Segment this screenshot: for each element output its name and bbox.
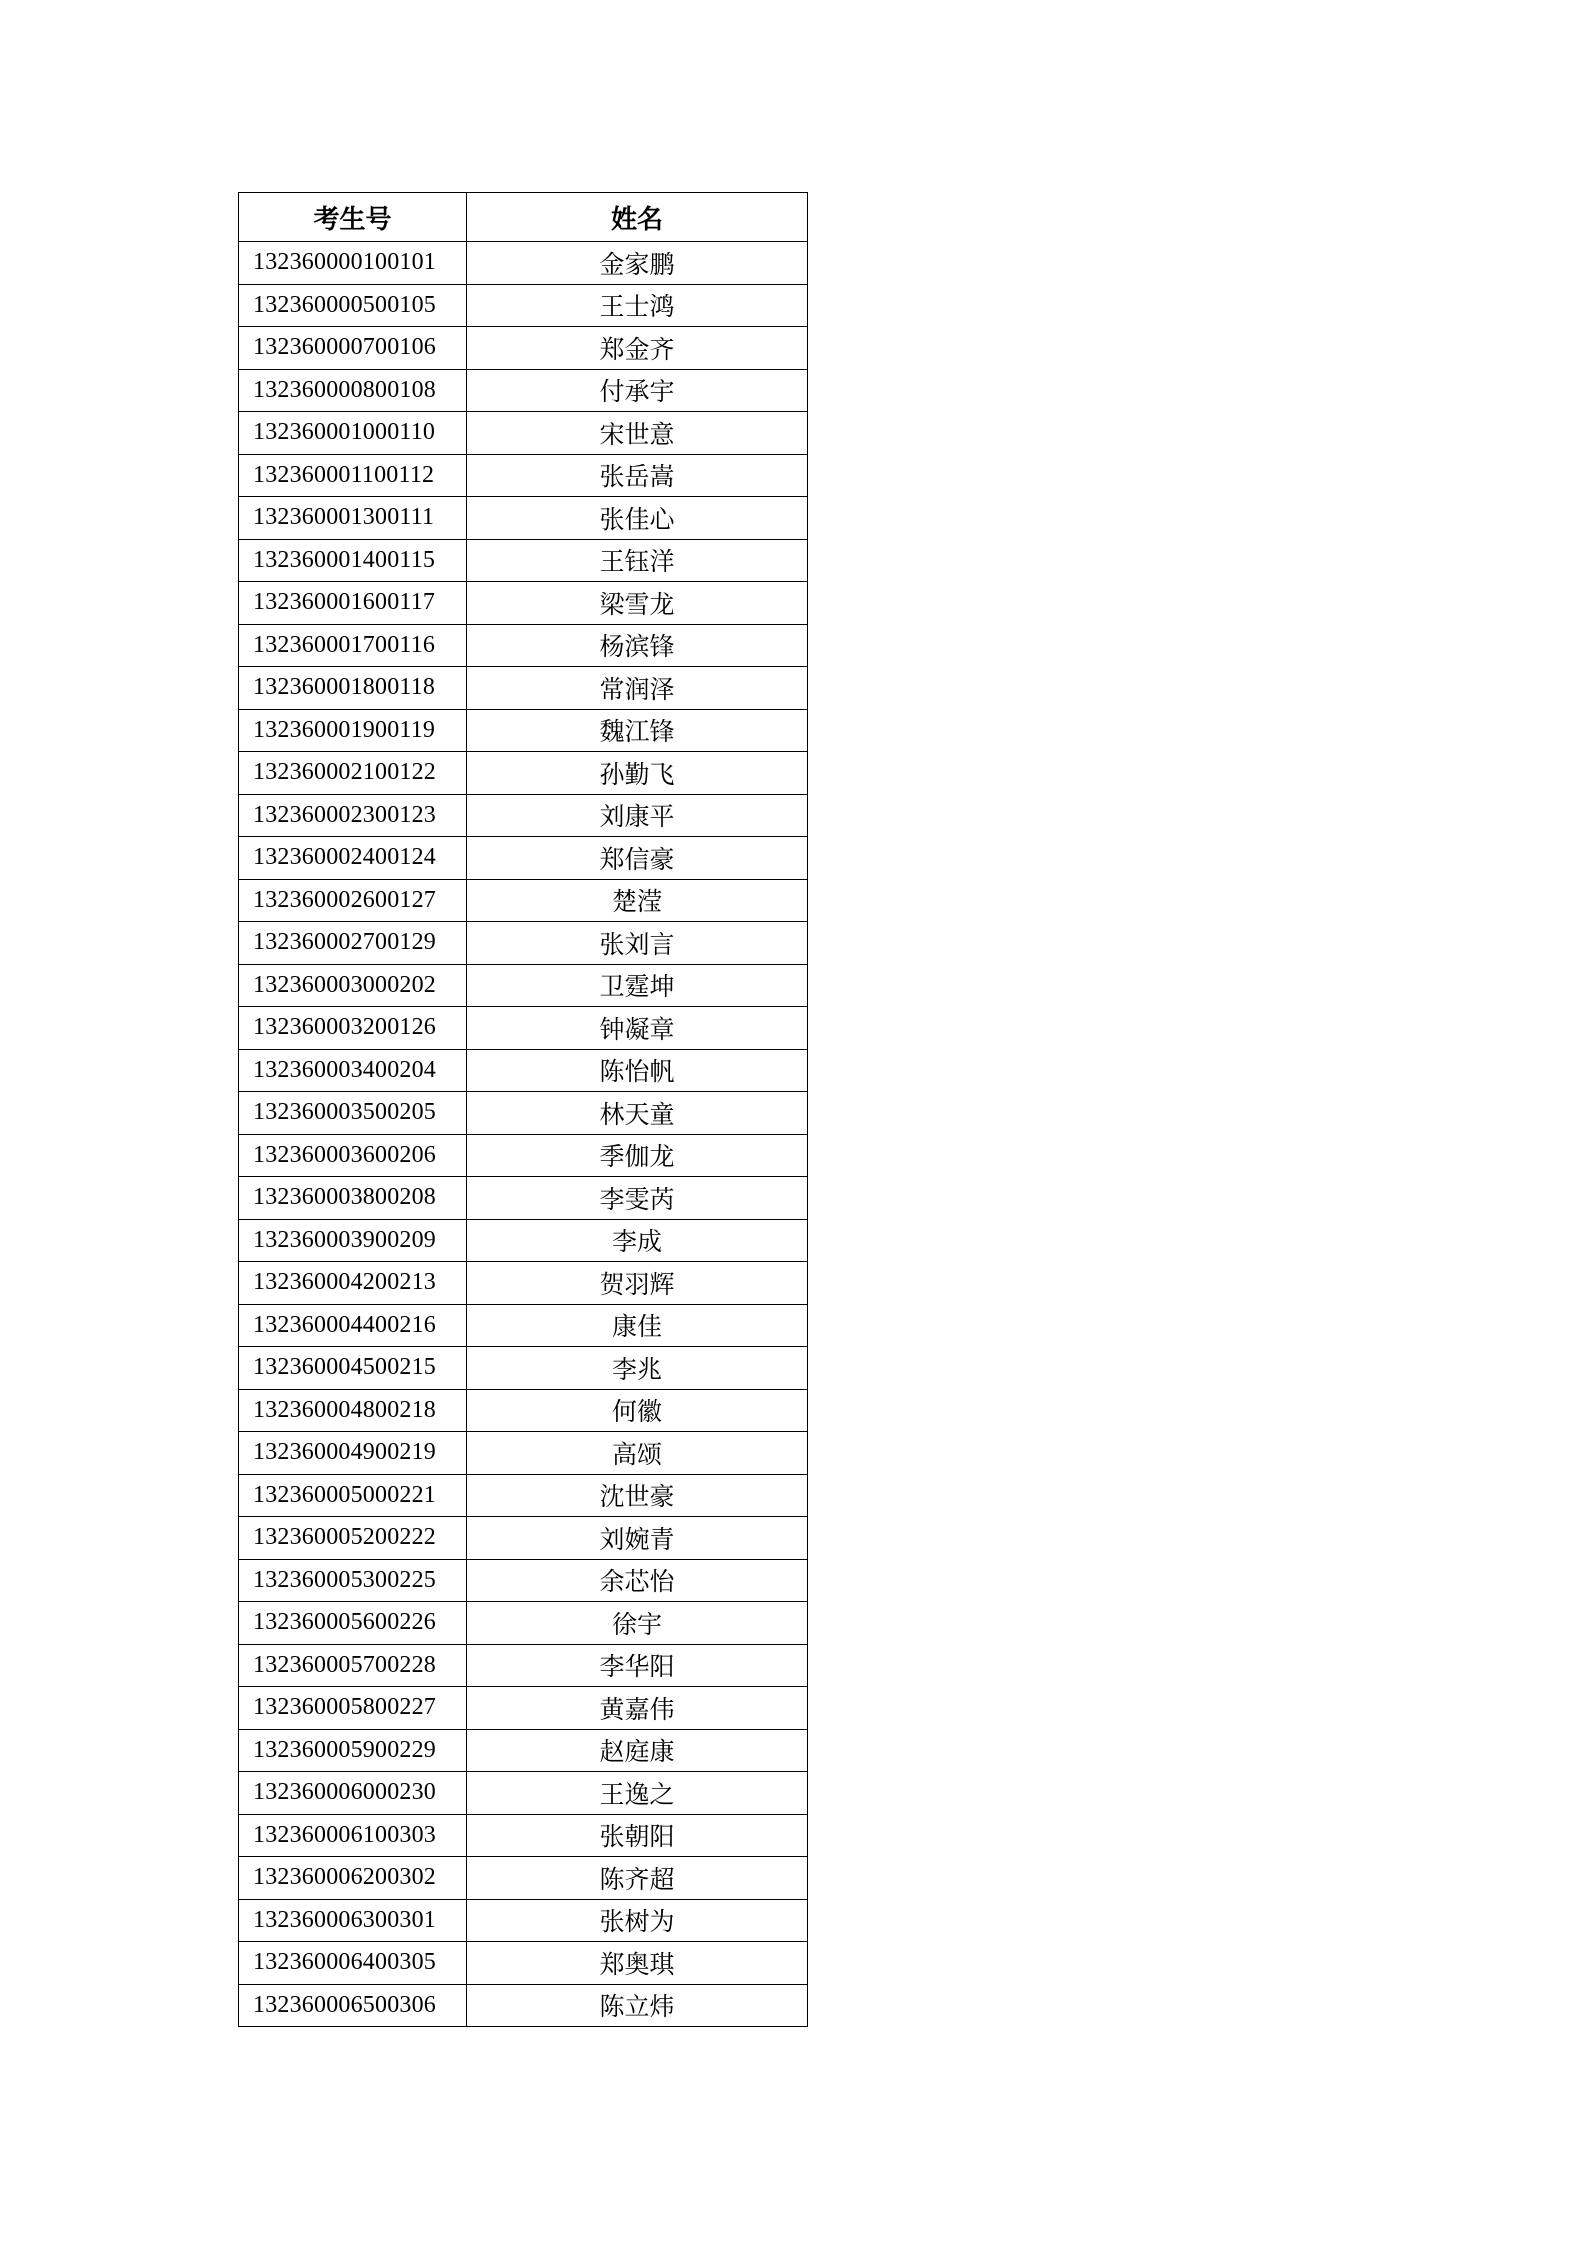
- table-row: [239, 1857, 808, 1900]
- candidate-name-cell: 金家鹏: [467, 242, 808, 285]
- candidate-number-cell: 132360003400204: [239, 1049, 467, 1092]
- table-row: [239, 709, 808, 752]
- candidate-name-cell: 王士鸿: [467, 284, 808, 327]
- candidate-name-cell: 黄嘉伟: [467, 1687, 808, 1730]
- candidate-number-cell: 132360003500205: [239, 1092, 467, 1135]
- candidate-number-cell: 132360005600226: [239, 1602, 467, 1645]
- table-row: [239, 412, 808, 455]
- candidate-number-cell: 132360005700228: [239, 1644, 467, 1687]
- candidate-name-cell: 高颂: [467, 1432, 808, 1475]
- candidate-name-cell: 李雯芮: [467, 1177, 808, 1220]
- table-row: [239, 1899, 808, 1942]
- candidate-number-cell: 132360006200302: [239, 1857, 467, 1900]
- table-row: [239, 837, 808, 880]
- table-row: [239, 794, 808, 837]
- candidate-name-cell: 陈立炜: [467, 1984, 808, 2027]
- table-row: [239, 1304, 808, 1347]
- candidate-number-cell: 132360003600206: [239, 1134, 467, 1177]
- column-header-name: 姓名: [467, 193, 808, 242]
- table-row: [239, 1049, 808, 1092]
- candidate-name-cell: 张朝阳: [467, 1814, 808, 1857]
- candidate-name-cell: 楚滢: [467, 879, 808, 922]
- candidate-name-cell: 余芯怡: [467, 1559, 808, 1602]
- candidate-name-cell: 张佳心: [467, 497, 808, 540]
- table-row: [239, 1092, 808, 1135]
- candidate-number-cell: 132360001600117: [239, 582, 467, 625]
- table-row: [239, 539, 808, 582]
- table-row: [239, 752, 808, 795]
- table-row: [239, 1814, 808, 1857]
- table-row: [239, 1644, 808, 1687]
- candidate-name-cell: 刘婉青: [467, 1517, 808, 1560]
- candidate-name-cell: 王钰洋: [467, 539, 808, 582]
- candidate-number-cell: 132360005300225: [239, 1559, 467, 1602]
- candidate-number-cell: 132360003800208: [239, 1177, 467, 1220]
- candidate-number-cell: 132360000700106: [239, 327, 467, 370]
- candidate-number-cell: 132360001700116: [239, 624, 467, 667]
- candidate-number-cell: 132360005800227: [239, 1687, 467, 1730]
- table-row: [239, 582, 808, 625]
- candidate-number-cell: 132360002300123: [239, 794, 467, 837]
- table-header: [239, 193, 808, 242]
- candidate-number-cell: 132360003900209: [239, 1219, 467, 1262]
- candidate-name-cell: 贺羽辉: [467, 1262, 808, 1305]
- candidate-name-cell: 李华阳: [467, 1644, 808, 1687]
- candidate-number-cell: 132360003200126: [239, 1007, 467, 1050]
- table-row: [239, 1389, 808, 1432]
- candidate-number-cell: 132360000500105: [239, 284, 467, 327]
- candidate-name-cell: 林天童: [467, 1092, 808, 1135]
- table-row: [239, 1984, 808, 2027]
- candidate-number-cell: 132360004200213: [239, 1262, 467, 1305]
- table-row: [239, 1219, 808, 1262]
- candidate-name-cell: 陈怡帆: [467, 1049, 808, 1092]
- candidate-name-cell: 季伽龙: [467, 1134, 808, 1177]
- table-row: [239, 624, 808, 667]
- candidate-number-cell: 132360004500215: [239, 1347, 467, 1390]
- header-row: [239, 193, 808, 242]
- candidate-number-cell: 132360002400124: [239, 837, 467, 880]
- candidate-table: [238, 192, 808, 2027]
- candidate-name-cell: 杨滨锋: [467, 624, 808, 667]
- table-row: [239, 1432, 808, 1475]
- table-row: [239, 454, 808, 497]
- candidate-number-cell: 132360002700129: [239, 922, 467, 965]
- candidate-number-cell: 132360003000202: [239, 964, 467, 1007]
- column-header-candidate-number: 考生号: [239, 193, 467, 242]
- candidate-number-cell: 132360006000230: [239, 1772, 467, 1815]
- candidate-number-cell: 132360006500306: [239, 1984, 467, 2027]
- candidate-number-cell: 132360001300111: [239, 497, 467, 540]
- candidate-number-cell: 132360000100101: [239, 242, 467, 285]
- table-row: [239, 667, 808, 710]
- table-row: [239, 1007, 808, 1050]
- candidate-name-cell: 魏江锋: [467, 709, 808, 752]
- table-row: [239, 327, 808, 370]
- candidate-number-cell: 132360005200222: [239, 1517, 467, 1560]
- table-row: [239, 922, 808, 965]
- table-row: [239, 1262, 808, 1305]
- table-row: [239, 1347, 808, 1390]
- candidate-number-cell: 132360000800108: [239, 369, 467, 412]
- candidate-number-cell: 132360004400216: [239, 1304, 467, 1347]
- candidate-name-cell: 卫霆坤: [467, 964, 808, 1007]
- table-row: [239, 1729, 808, 1772]
- candidate-name-cell: 郑信豪: [467, 837, 808, 880]
- candidate-name-cell: 何徽: [467, 1389, 808, 1432]
- candidate-name-cell: 张岳嵩: [467, 454, 808, 497]
- candidate-name-cell: 李成: [467, 1219, 808, 1262]
- table-row: [239, 497, 808, 540]
- candidate-number-cell: 132360001400115: [239, 539, 467, 582]
- candidate-name-cell: 孙勤飞: [467, 752, 808, 795]
- candidate-number-cell: 132360004900219: [239, 1432, 467, 1475]
- candidate-number-cell: 132360001100112: [239, 454, 467, 497]
- candidate-name-cell: 郑奥琪: [467, 1942, 808, 1985]
- table-row: [239, 242, 808, 285]
- candidate-name-cell: 付承宇: [467, 369, 808, 412]
- candidate-number-cell: 132360001800118: [239, 667, 467, 710]
- table-row: [239, 1517, 808, 1560]
- candidate-name-cell: 赵庭康: [467, 1729, 808, 1772]
- table-row: [239, 284, 808, 327]
- candidate-name-cell: 李兆: [467, 1347, 808, 1390]
- candidate-number-cell: 132360002600127: [239, 879, 467, 922]
- candidate-number-cell: 132360006100303: [239, 1814, 467, 1857]
- candidate-number-cell: 132360001900119: [239, 709, 467, 752]
- candidate-number-cell: 132360001000110: [239, 412, 467, 455]
- candidate-name-cell: 钟凝章: [467, 1007, 808, 1050]
- table-row: [239, 1602, 808, 1645]
- candidate-name-cell: 刘康平: [467, 794, 808, 837]
- table-row: [239, 1687, 808, 1730]
- candidate-name-cell: 常润泽: [467, 667, 808, 710]
- candidate-number-cell: 132360006400305: [239, 1942, 467, 1985]
- table-row: [239, 1134, 808, 1177]
- table-row: [239, 1177, 808, 1220]
- table-row: [239, 1772, 808, 1815]
- candidate-name-cell: 陈齐超: [467, 1857, 808, 1900]
- table-row: [239, 369, 808, 412]
- candidate-name-cell: 梁雪龙: [467, 582, 808, 625]
- table-row: [239, 1474, 808, 1517]
- candidate-name-cell: 徐宇: [467, 1602, 808, 1645]
- candidate-name-cell: 沈世豪: [467, 1474, 808, 1517]
- table-body: [239, 242, 808, 2027]
- candidate-name-cell: 张刘言: [467, 922, 808, 965]
- candidate-number-cell: 132360006300301: [239, 1899, 467, 1942]
- candidate-number-cell: 132360005000221: [239, 1474, 467, 1517]
- candidate-name-cell: 康佳: [467, 1304, 808, 1347]
- table-row: [239, 1942, 808, 1985]
- candidate-number-cell: 132360002100122: [239, 752, 467, 795]
- table-row: [239, 964, 808, 1007]
- candidate-number-cell: 132360004800218: [239, 1389, 467, 1432]
- table-row: [239, 879, 808, 922]
- candidate-name-cell: 张树为: [467, 1899, 808, 1942]
- candidate-name-cell: 王逸之: [467, 1772, 808, 1815]
- candidate-number-cell: 132360005900229: [239, 1729, 467, 1772]
- table-row: [239, 1559, 808, 1602]
- candidate-name-cell: 郑金齐: [467, 327, 808, 370]
- candidate-name-cell: 宋世意: [467, 412, 808, 455]
